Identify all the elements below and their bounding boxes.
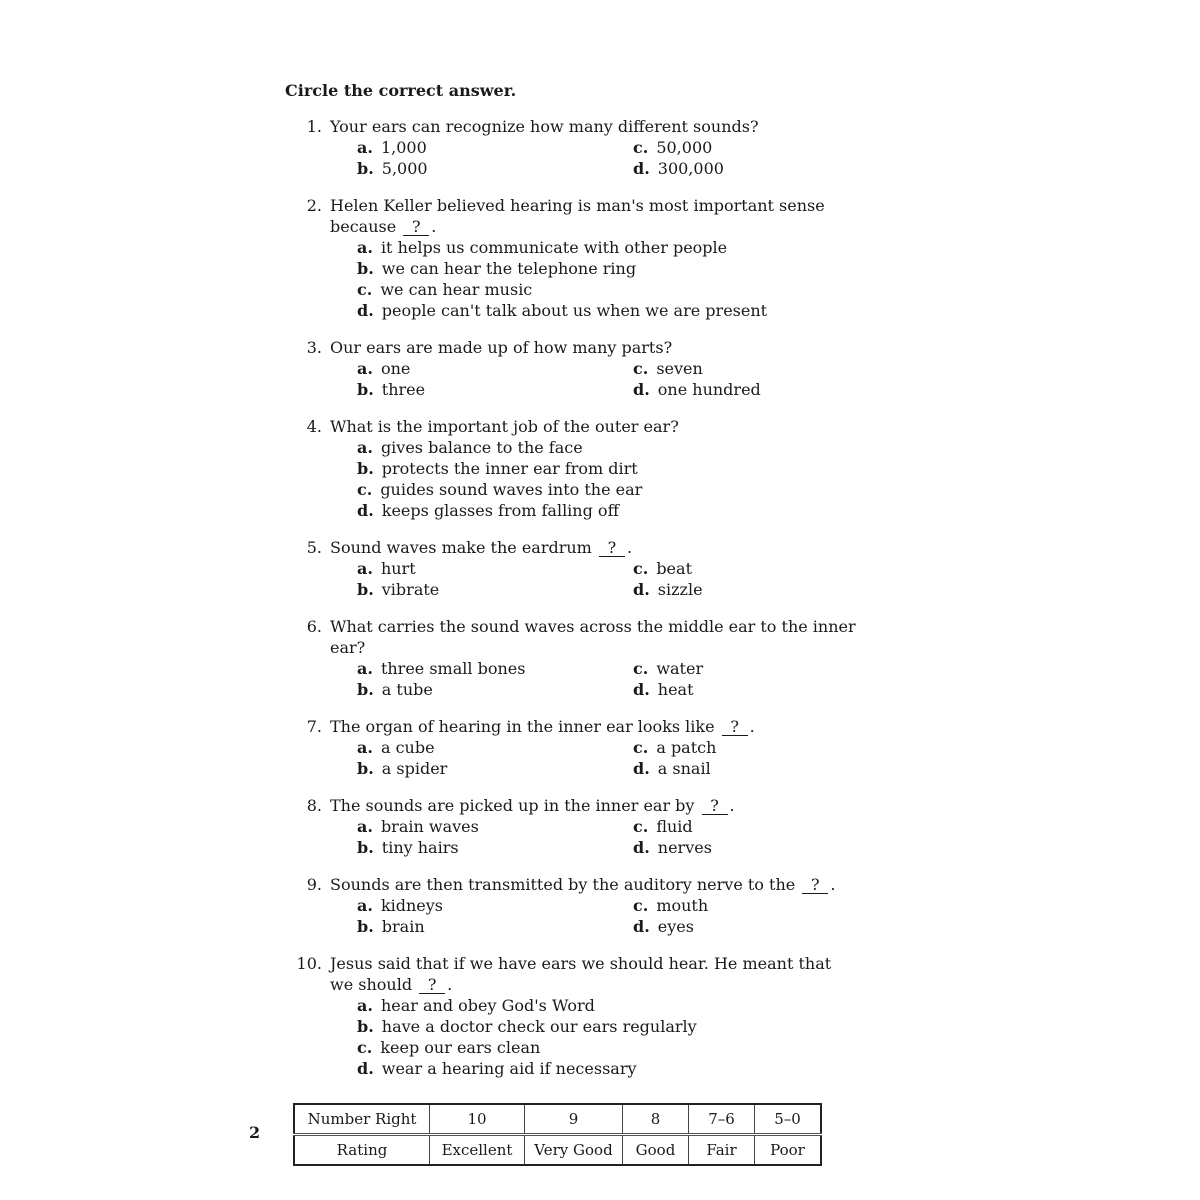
question-text: What is the important job of the outer ear? <box>330 417 679 436</box>
table-cell: Rating <box>294 1135 430 1166</box>
option-text: 300,000 <box>657 159 724 178</box>
option-text: keep our ears clean <box>380 1038 541 1057</box>
option-letter: a. <box>357 138 373 157</box>
option-letter: b. <box>357 917 374 936</box>
option-text: one hundred <box>657 380 761 399</box>
question <box>285 195 905 321</box>
answer-option[interactable] <box>357 579 633 600</box>
answer-options <box>357 358 905 400</box>
option-letter: b. <box>357 759 374 778</box>
option-text: guides sound waves into the ear <box>380 480 643 499</box>
option-letter: a. <box>357 738 373 757</box>
answer-blank: ? <box>722 719 748 736</box>
answer-option[interactable] <box>357 279 817 300</box>
option-letter: c. <box>357 1038 373 1057</box>
answer-option[interactable] <box>633 837 833 858</box>
option-letter: a. <box>357 359 373 378</box>
answer-options <box>357 737 905 779</box>
option-letter: b. <box>357 1017 374 1036</box>
question-text: Sound waves make the eardrum ? . <box>330 538 633 557</box>
option-text: kidneys <box>380 896 444 915</box>
answer-option[interactable] <box>633 758 833 779</box>
answer-options <box>357 237 905 321</box>
question-line <box>285 337 905 358</box>
question-number: 10. <box>296 954 322 973</box>
option-letter: d. <box>357 501 374 520</box>
number-right-row <box>294 1104 821 1135</box>
answer-option[interactable] <box>357 358 633 379</box>
question-line <box>285 116 905 137</box>
option-text: sizzle <box>657 580 703 599</box>
answer-option[interactable] <box>357 995 817 1016</box>
question-number: 3. <box>306 338 322 357</box>
option-text: one <box>380 359 411 378</box>
option-letter: b. <box>357 680 374 699</box>
option-text: 50,000 <box>656 138 713 157</box>
option-text: 5,000 <box>381 159 428 178</box>
option-text: fluid <box>656 817 693 836</box>
option-letter: d. <box>633 838 650 857</box>
option-text: a patch <box>656 738 717 757</box>
question-text: Your ears can recognize how many different sounds? <box>330 117 759 136</box>
question <box>285 795 905 858</box>
answer-option[interactable] <box>357 758 633 779</box>
option-letter: d. <box>357 301 374 320</box>
table-cell: 5–0 <box>755 1104 822 1135</box>
option-letter: a. <box>357 996 373 1015</box>
table-cell: Excellent <box>430 1135 525 1166</box>
option-text: three small bones <box>380 659 526 678</box>
option-letter: a. <box>357 238 373 257</box>
table-cell: Fair <box>689 1135 755 1166</box>
question-line <box>285 716 905 737</box>
question-number: 8. <box>306 796 322 815</box>
answer-option[interactable] <box>357 479 817 500</box>
question-text: The sounds are picked up in the inner ear by ? . <box>330 796 735 815</box>
question-number: 1. <box>306 117 322 136</box>
option-text: three <box>381 380 426 399</box>
answer-blank: ? <box>419 977 445 994</box>
question-text: What carries the sound waves across the middle ear to the inner ear? <box>330 617 856 657</box>
option-text: have a doctor check our ears regularly <box>381 1017 697 1036</box>
option-letter: b. <box>357 459 374 478</box>
answer-option[interactable] <box>357 558 633 579</box>
option-letter: d. <box>633 380 650 399</box>
answer-option[interactable] <box>633 558 833 579</box>
option-text: it helps us communicate with other people <box>380 238 728 257</box>
answer-option[interactable] <box>633 737 833 758</box>
option-text: brain <box>381 917 425 936</box>
answer-option[interactable] <box>633 658 833 679</box>
answer-option[interactable] <box>357 837 633 858</box>
option-letter: c. <box>633 817 649 836</box>
option-letter: d. <box>633 917 650 936</box>
option-letter: d. <box>633 159 650 178</box>
question-number: 4. <box>306 417 322 436</box>
table-cell: Poor <box>755 1135 822 1166</box>
answer-options <box>357 558 905 600</box>
table-cell: Very Good <box>525 1135 623 1166</box>
answer-option[interactable] <box>357 258 817 279</box>
answer-option[interactable] <box>633 579 833 600</box>
answer-option[interactable] <box>357 679 633 700</box>
option-text: protects the inner ear from dirt <box>381 459 638 478</box>
question <box>285 416 905 521</box>
option-text: tiny hairs <box>381 838 459 857</box>
answer-option[interactable] <box>357 895 633 916</box>
option-letter: c. <box>633 738 649 757</box>
answer-options <box>357 816 905 858</box>
option-letter: c. <box>633 559 649 578</box>
option-letter: b. <box>357 380 374 399</box>
option-letter: c. <box>633 138 649 157</box>
option-text: wear a hearing aid if necessary <box>381 1059 637 1078</box>
answer-option[interactable] <box>357 1037 817 1058</box>
table-cell: 10 <box>430 1104 525 1135</box>
table-cell: Number Right <box>294 1104 430 1135</box>
answer-option[interactable] <box>357 458 817 479</box>
option-letter: d. <box>633 680 650 699</box>
option-text: hear and obey God's Word <box>380 996 595 1015</box>
option-text: we can hear the telephone ring <box>381 259 637 278</box>
answer-option[interactable] <box>357 237 817 258</box>
answer-option[interactable] <box>633 158 833 179</box>
option-text: keeps glasses from falling off <box>381 501 619 520</box>
option-text: vibrate <box>381 580 440 599</box>
answer-option[interactable] <box>357 816 633 837</box>
answer-option[interactable] <box>357 916 633 937</box>
question-number: 6. <box>306 617 322 636</box>
option-letter: c. <box>633 359 649 378</box>
question-line <box>285 874 905 895</box>
answer-option[interactable] <box>357 737 633 758</box>
option-text: gives balance to the face <box>380 438 583 457</box>
option-letter: b. <box>357 259 374 278</box>
option-text: people can't talk about us when we are present <box>381 301 768 320</box>
score-table <box>293 1103 822 1166</box>
answer-option[interactable] <box>357 379 633 400</box>
option-text: seven <box>656 359 703 378</box>
question-line <box>285 953 905 995</box>
option-letter: c. <box>633 659 649 678</box>
question-number: 5. <box>306 538 322 557</box>
answer-blank: ? <box>702 798 728 815</box>
page-number: 2 <box>249 1123 261 1142</box>
question-list <box>285 116 905 1095</box>
question <box>285 874 905 937</box>
question-number: 7. <box>306 717 322 736</box>
option-text: beat <box>656 559 692 578</box>
question <box>285 953 905 1079</box>
table-cell: 7–6 <box>689 1104 755 1135</box>
table-cell: 9 <box>525 1104 623 1135</box>
answer-option[interactable] <box>633 916 833 937</box>
option-text: a snail <box>657 759 711 778</box>
option-letter: d. <box>633 759 650 778</box>
option-letter: a. <box>357 817 373 836</box>
question-text: Helen Keller believed hearing is man's most important sense because ? . <box>330 196 825 236</box>
rating-row <box>294 1135 821 1166</box>
answer-option[interactable] <box>633 679 833 700</box>
answer-option[interactable] <box>633 379 833 400</box>
option-text: nerves <box>657 838 712 857</box>
option-letter: b. <box>357 159 374 178</box>
option-letter: d. <box>633 580 650 599</box>
question-text: The organ of hearing in the inner ear looks like ? . <box>330 717 755 736</box>
answer-option[interactable] <box>357 1016 817 1037</box>
option-letter: c. <box>357 480 373 499</box>
question-line <box>285 616 905 658</box>
answer-blank: ? <box>599 540 625 557</box>
answer-blank: ? <box>403 219 429 236</box>
option-text: eyes <box>657 917 694 936</box>
option-text: hurt <box>380 559 416 578</box>
answer-option[interactable] <box>633 816 833 837</box>
answer-option[interactable] <box>633 895 833 916</box>
answer-options <box>357 137 905 179</box>
question-number: 2. <box>306 196 322 215</box>
question <box>285 716 905 779</box>
answer-option[interactable] <box>357 158 633 179</box>
question <box>285 616 905 700</box>
answer-options <box>357 437 905 521</box>
option-letter: a. <box>357 896 373 915</box>
option-letter: b. <box>357 838 374 857</box>
question-text: Jesus said that if we have ears we should hear. He meant that we should ? . <box>330 954 832 994</box>
option-text: we can hear music <box>380 280 533 299</box>
answer-options <box>357 995 905 1079</box>
answer-option[interactable] <box>357 500 817 521</box>
option-text: 1,000 <box>380 138 427 157</box>
instructions: Circle the correct answer. <box>285 81 517 100</box>
option-text: brain waves <box>380 817 479 836</box>
answer-option[interactable] <box>357 137 633 158</box>
answer-option[interactable] <box>633 137 833 158</box>
option-letter: a. <box>357 659 373 678</box>
option-text: heat <box>657 680 694 699</box>
question-line <box>285 195 905 237</box>
option-letter: d. <box>357 1059 374 1078</box>
answer-options <box>357 658 905 700</box>
question-line <box>285 416 905 437</box>
question-text: Sounds are then transmitted by the auditory nerve to the ? . <box>330 875 836 894</box>
question-line <box>285 537 905 558</box>
question-number: 9. <box>306 875 322 894</box>
answer-option[interactable] <box>357 437 817 458</box>
table-cell: Good <box>623 1135 689 1166</box>
question-text: Our ears are made up of how many parts? <box>330 338 673 357</box>
option-letter: c. <box>633 896 649 915</box>
question <box>285 337 905 400</box>
option-letter: c. <box>357 280 373 299</box>
question-line <box>285 795 905 816</box>
option-letter: a. <box>357 559 373 578</box>
question <box>285 537 905 600</box>
option-text: water <box>656 659 704 678</box>
option-letter: b. <box>357 580 374 599</box>
option-text: mouth <box>656 896 709 915</box>
answer-option[interactable] <box>357 658 633 679</box>
option-text: a tube <box>381 680 433 699</box>
option-text: a spider <box>381 759 448 778</box>
answer-blank: ? <box>802 877 828 894</box>
answer-option[interactable] <box>633 358 833 379</box>
table-cell: 8 <box>623 1104 689 1135</box>
option-letter: a. <box>357 438 373 457</box>
option-text: a cube <box>380 738 435 757</box>
answer-options <box>357 895 905 937</box>
answer-option[interactable] <box>357 1058 817 1079</box>
answer-option[interactable] <box>357 300 817 321</box>
question <box>285 116 905 179</box>
